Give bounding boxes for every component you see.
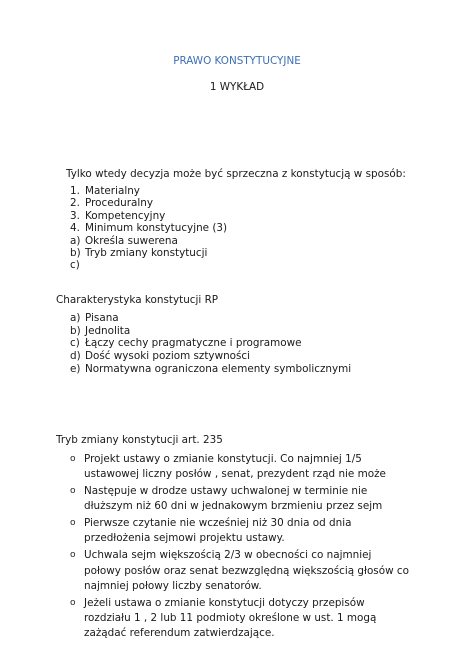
bullet-item — [70, 516, 410, 547]
list-marker: b) — [70, 246, 81, 259]
bullet-circle-icon: o — [70, 518, 76, 529]
list-item-text: Minimum konstytucyjne (3) — [85, 222, 228, 235]
list-item-text: Jednolita — [85, 324, 131, 337]
list-item-text: Proceduralny — [85, 197, 154, 210]
bullet-circle-icon: o — [70, 454, 76, 464]
bullet-item — [70, 452, 410, 483]
bullet-item-text: Pierwsze czytanie nie wcześniej niż 30 dnia od dnia przedłożenia sejmowi projektu ustawy. — [84, 517, 352, 545]
list-item-text: Określa suwerena — [85, 234, 178, 247]
list-marker: a) — [70, 312, 81, 324]
list-marker: c) — [70, 259, 80, 272]
bullet-item — [70, 548, 410, 594]
list-item-text: Dość wysoki poziom sztywności — [85, 350, 251, 363]
lecture-number: 1 WYKŁAD — [209, 81, 265, 93]
section3-heading: Tryb zmiany konstytucji art. 235 — [56, 434, 223, 446]
bullet-circle-icon: o — [70, 550, 76, 561]
list-marker: 1. — [70, 185, 80, 197]
list-marker: 4. — [70, 222, 80, 235]
list-item-text: Pisana — [85, 312, 119, 324]
bullet-item-text: Uchwala sejm większością 2/3 w obecności co najmniej połowy posłów oraz senat bezwzględną większością głosów co najmniej połowy liczby senatorów. — [84, 549, 409, 592]
bullet-circle-icon: o — [70, 486, 76, 497]
list-marker: c) — [70, 337, 80, 350]
list-item-text: Kompetencyjny — [85, 209, 166, 222]
list-item-text: Łączy cechy pragmatyczne i programowe — [85, 337, 302, 350]
section1-intro: Tylko wtedy decyzja może być sprzeczna z konstytucją w sposób: — [66, 168, 406, 180]
list-item-text: Normatywna ograniczona elementy symbolicznymi — [85, 362, 352, 375]
list-marker: e) — [70, 362, 81, 375]
bullet-item-text: Jeżeli ustawa o zmianie konstytucji dotyczy przepisów rozdziału 1 , 2 lub 11 podmioty określone w ust. 1 mogą zażądać referendum zatwierdzające. — [84, 596, 377, 640]
section2-heading: Charakterystyka konstytucji RP — [56, 294, 219, 306]
list-marker: 3. — [70, 209, 80, 222]
bullet-item — [70, 484, 410, 515]
document-title: PRAWO KONSTYTUCYJNE — [173, 55, 301, 67]
list-marker: b) — [70, 324, 81, 337]
list-marker: d) — [70, 350, 81, 363]
bullet-item-text: Następuje w drodze ustawy uchwalonej w terminie nie dłuższym niż 60 dni w jednakowym brzmieniu przez sejm — [84, 485, 383, 513]
bullet-item-text: Projekt ustawy o zmianie konstytucji. Co najmniej 1/5 ustawowej liczny posłów , senat, prezydent rząd nie może — [84, 453, 386, 481]
bullet-item — [70, 596, 410, 642]
bullet-circle-icon: o — [70, 597, 76, 608]
section3-bullet-list — [70, 452, 410, 643]
list-item-text: Materialny — [85, 185, 140, 197]
list-marker: a) — [70, 234, 81, 247]
list-marker: 2. — [70, 197, 80, 210]
list-item-text: Tryb zmiany konstytucji — [85, 246, 208, 259]
